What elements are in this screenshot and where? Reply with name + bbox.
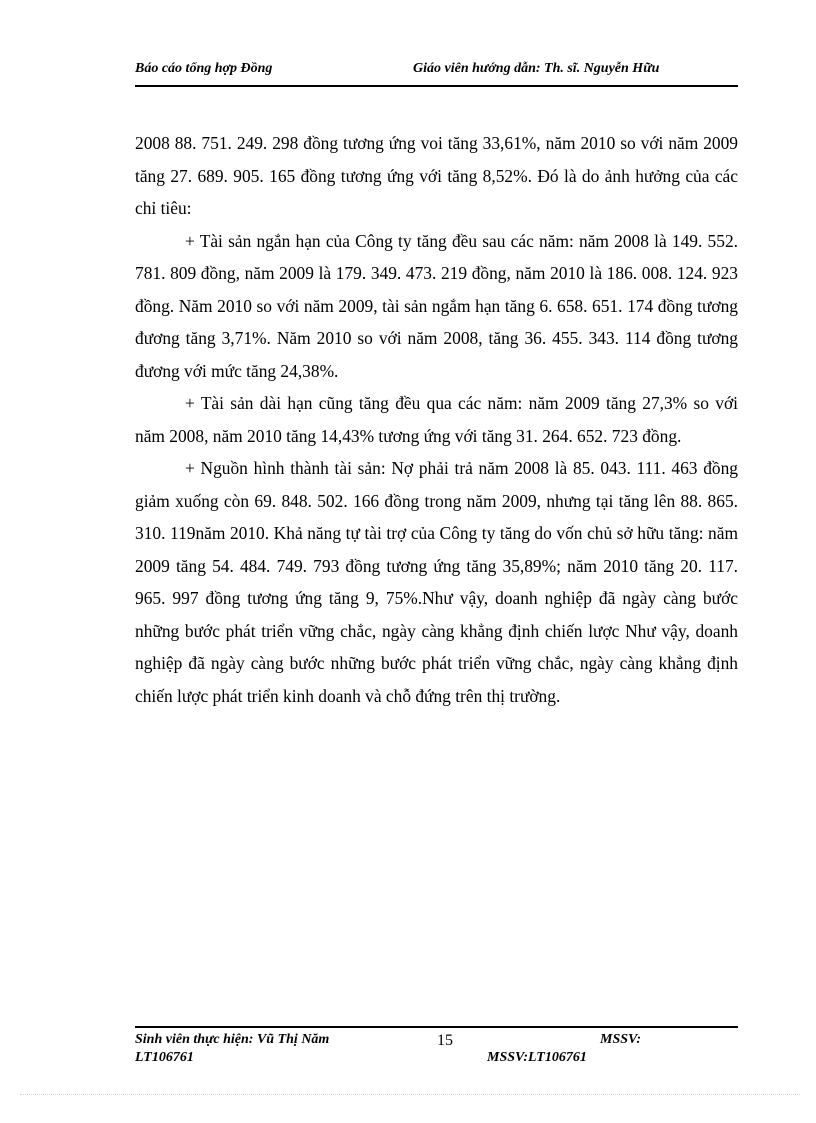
footer-rule [135,1026,738,1028]
header-rule [135,85,738,87]
footer-student: Sinh viên thực hiện: Vũ Thị Năm LT106761 [135,1032,330,1065]
page-bottom-dotted-line [20,1094,800,1095]
footer-mssv-label: MSSV: [600,1032,641,1047]
header-supervisor: Giáo viên hướng dẫn: Th. sĩ. Nguyễn Hữu [413,61,660,76]
paragraph-short-term-assets: + Tài sản ngắn hạn của Công ty tăng đều sau các năm: năm 2008 là 149. 552. 781. 809 đồng, năm 2009 là 179. 349. 473. 219 đồng, năm 2010 là 186. 008. 124. 923 đồng. Năm 2010 so với năm 2009, tài sản ngắm hạn tăng 6. 658. 651. 174 đồng tương đương tăng 3,71%. Năm 2010 so với năm 2008, tăng 36. 455. 343. 114 đồng tương đương với mức tăng 24,38%. [135,230,738,381]
paragraph-long-term-assets: + Tài sản dài hạn cũng tăng đều qua các năm: năm 2009 tăng 27,3% so với năm 2008, năm 2010 tăng 14,43% tương ứng với tăng 31. 264. 652. 723 đồng. [135,393,738,446]
footer-student-id [487,1031,657,1067]
paragraph-intro: 2008 88. 751. 249. 298 đồng tương ứng voi tăng 33,61%, năm 2010 so với năm 2009 tăng 27. 689. 905. 165 đồng tương ứng với tăng 8,52%. Đó là do ảnh hưởng của các chỉ tiêu: [135,133,738,218]
page-header [135,60,738,96]
document-body [135,127,738,712]
paragraph-capital-sources: + Nguồn hình thành tài sản: Nợ phải trả năm 2008 là 85. 043. 111. 463 đồng giảm xuống còn 69. 848. 502. 166 đồng trong năm 2009, nhưng tại tăng lên 88. 865. 310. 119năm 2010. Khả năng tự tài trợ của Công ty tăng do vốn chủ sở hữu tăng: năm 2009 tăng 54. 484. 749. 793 đồng tương ứng tăng 35,89%; năm 2010 tăng 20. 117. 965. 997 đồng tương ứng tăng 9, 75%.Như vậy, doanh nghiệp đã ngày càng bước những bước phát triển vững chắc, ngày càng khẳng định chiến lược Như vậy, doanh nghiệp đã ngày càng bước những bước phát triển vững chắc, ngày càng khẳng định chiến lược phát triển kinh doanh và chỗ đứng trên thị trường. [135,458,738,706]
header-report-title: Báo cáo tổng hợp Đồng [135,61,273,76]
page-number: 15 [437,1032,453,1049]
footer-mssv-value: MSSV:LT106761 [487,1050,587,1065]
